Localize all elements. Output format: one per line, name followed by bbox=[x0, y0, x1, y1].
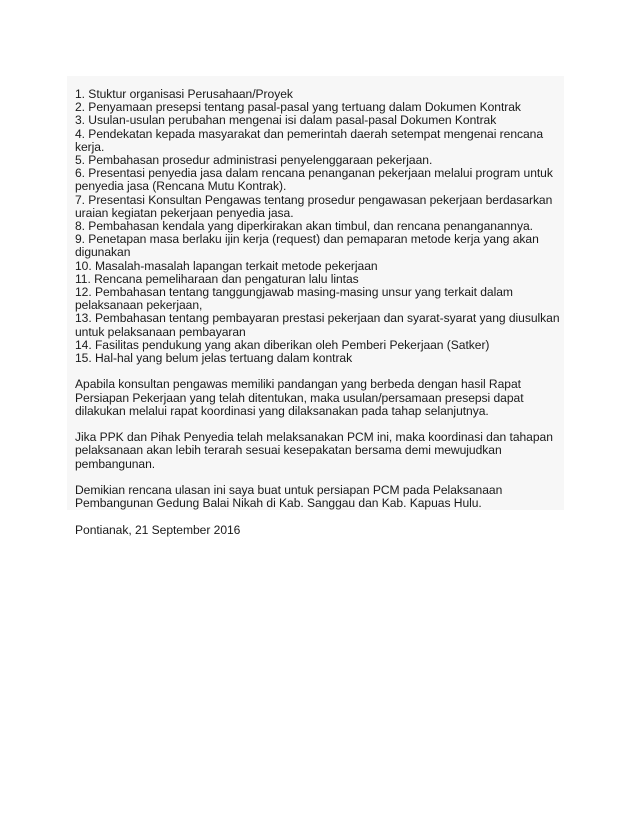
list-item: 4. Pendekatan kepada masyarakat dan pemerintah daerah setempat mengenai rencana kerja. bbox=[75, 126, 544, 154]
list-item: 14. Fasilitas pendukung yang akan diberikan oleh Pemberi Pekerjaan (Satker) bbox=[75, 337, 490, 352]
list-item: 12. Pembahasan tentang tanggungjawab masing-masing unsur yang terkait dalam pelaksanaan pekerjaan, bbox=[75, 285, 513, 313]
list-item: 8. Pembahasan kendala yang diperkirakan akan timbul, dan rencana penanganannya. bbox=[75, 219, 533, 234]
document-text-block bbox=[67, 76, 564, 537]
list-item: 13. Pembahasan tentang pembayaran prestasi pekerjaan dan syarat-syarat yang diusulkan untuk pelaksanaan pembayaran bbox=[75, 311, 560, 339]
list-item: 1. Stuktur organisasi Perusahaan/Proyek bbox=[75, 87, 293, 101]
list-item: 2. Penyamaan presepsi tentang pasal-pasal yang tertuang dalam Dokumen Kontrak bbox=[75, 100, 521, 115]
list-item: 9. Penetapan masa berlaku ijin kerja (request) dan pemaparan metode kerja yang akan digunakan bbox=[75, 232, 539, 260]
paragraph-conclusion: Demikian rencana ulasan ini saya buat untuk persiapan PCM pada Pelaksanaan Pembangunan Gedung Balai Nikah di Kab. Sanggau dan Kab. Kapuas Hulu. bbox=[75, 483, 503, 511]
list-item: 5. Pembahasan prosedur administrasi penyelenggaraan pekerjaan. bbox=[75, 153, 433, 168]
paragraph-coordination: Jika PPK dan Pihak Penyedia telah melaksanakan PCM ini, maka koordinasi dan tahapan pelaksanaan akan lebih terarah sesuai kesepakatan bersama demi mewujudkan pembangunan. bbox=[75, 430, 553, 471]
document-body bbox=[75, 88, 567, 537]
agenda-list bbox=[75, 88, 567, 365]
list-item: 15. Hal-hal yang belum jelas tertuang dalam kontrak bbox=[75, 351, 353, 366]
list-item: 11. Rencana pemeliharaan dan pengaturan lalu lintas bbox=[75, 271, 359, 286]
list-item: 7. Presentasi Konsultan Pengawas tentang prosedur pengawasan pekerjaan berdasarkan uraian kegiatan pekerjaan penyedia jasa. bbox=[75, 192, 553, 220]
list-item: 6. Presentasi penyedia jasa dalam rencana penanganan pekerjaan melalui program untuk penyedia jasa (Rencana Mutu Kontrak). bbox=[75, 166, 553, 194]
list-item: 10. Masalah-masalah lapangan terkait metode pekerjaan bbox=[75, 258, 378, 273]
paragraph-consultant-view: Apabila konsultan pengawas memiliki pandangan yang berbeda dengan hasil Rapat Persiapan Pekerjaan yang telah ditentukan, maka usulan/persamaan presepsi dapat dilakukan melalui rapat koordinasi yang dilaksanakan pada tahap selanjutnya. bbox=[75, 377, 524, 418]
place-and-date: Pontianak, 21 September 2016 bbox=[75, 522, 241, 537]
list-item: 3. Usulan-usulan perubahan mengenai isi dalam pasal-pasal Dokumen Kontrak bbox=[75, 113, 497, 128]
